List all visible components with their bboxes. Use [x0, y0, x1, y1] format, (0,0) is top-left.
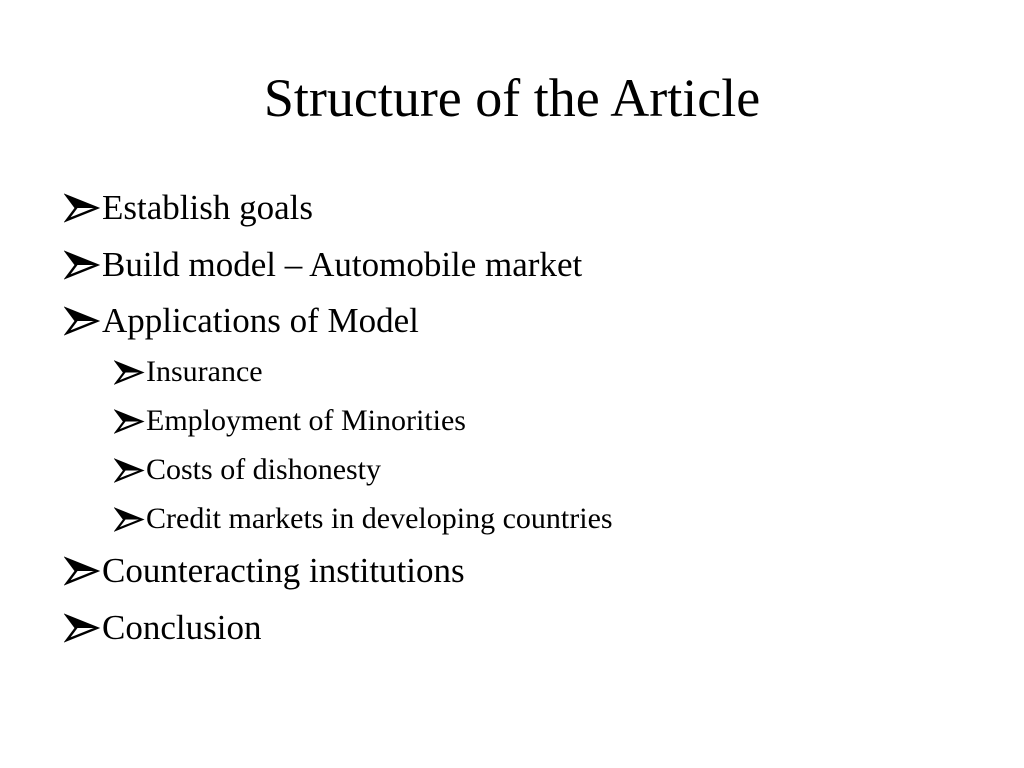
bullet-label: Conclusion [102, 608, 262, 647]
bullet-label: Build model – Automobile market [102, 245, 583, 284]
arrowhead-bullet-icon [114, 409, 146, 434]
bullet-item-counteracting-institutions [64, 549, 465, 593]
bullet-label: Establish goals [102, 188, 313, 227]
sub-bullet-item-costs-of-dishonesty [114, 451, 381, 489]
bullet-item-build-model [64, 243, 582, 287]
arrowhead-bullet-icon [64, 306, 102, 336]
bullet-label: Employment of Minorities [146, 404, 466, 437]
bullet-item-conclusion [64, 606, 261, 650]
sub-bullet-item-insurance [114, 353, 263, 391]
arrowhead-bullet-icon [114, 360, 146, 385]
sub-bullet-item-credit-markets [114, 500, 613, 538]
bullet-label: Insurance [146, 355, 263, 388]
arrowhead-bullet-icon [114, 507, 146, 532]
bullet-item-applications-of-model [64, 299, 419, 343]
bullet-label: Costs of dishonesty [146, 453, 382, 486]
arrowhead-bullet-icon [64, 250, 102, 280]
bullet-item-establish-goals [64, 186, 313, 230]
slide-title: Structure of the Article [263, 68, 761, 128]
sub-bullet-item-employment-of-minorities [114, 402, 466, 440]
arrowhead-bullet-icon [64, 613, 102, 643]
bullet-label: Counteracting institutions [102, 551, 465, 590]
arrowhead-bullet-icon [64, 193, 102, 223]
bullet-label: Applications of Model [102, 301, 419, 340]
arrowhead-bullet-icon [114, 458, 146, 483]
bullet-label: Credit markets in developing countries [146, 502, 613, 535]
arrowhead-bullet-icon [64, 556, 102, 586]
